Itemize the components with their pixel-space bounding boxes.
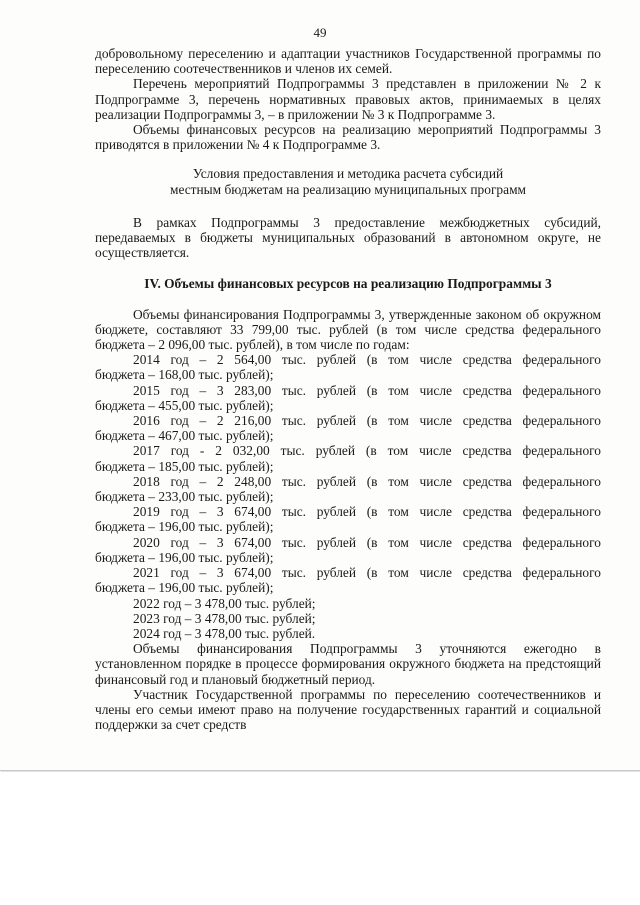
year-entry-line-2: бюджета – 196,00 тыс. рублей);	[95, 549, 274, 565]
subheading-line-1: Условия предоставления и методика расчета субсидий	[192, 166, 504, 182]
year-entry-line-1: 2018 год – 2 248,00 тыс. рублей (в том числе средства федерального	[133, 473, 601, 489]
year-entry-line-1: 2015 год – 3 283,00 тыс. рублей (в том числе средства федерального	[133, 382, 601, 398]
year-entry-line-2: бюджета – 168,00 тыс. рублей);	[95, 367, 274, 383]
paragraph-financing-adjustment: Объемы финансирования Подпрограммы 3 уточняются ежегодно в установленном порядке в процессе формирования окружного бюджета на предстоящий финансовый год и плановый бюджетный период.	[95, 641, 601, 687]
subheading-line-2: местным бюджетам на реализацию муниципальных программ	[169, 181, 527, 197]
year-entry-line-2: бюджета – 196,00 тыс. рублей);	[95, 519, 274, 535]
page-content	[95, 46, 601, 732]
year-entry	[95, 474, 601, 504]
year-entry-line-2: бюджета – 455,00 тыс. рублей);	[95, 397, 274, 413]
year-entry-line-1: 2017 год - 2 032,00 тыс. рублей (в том числе средства федерального	[133, 443, 601, 459]
year-entry	[95, 383, 601, 413]
year-entry	[95, 413, 601, 443]
year-entry-line-1: 2020 год – 3 674,00 тыс. рублей (в том числе средства федерального	[133, 534, 601, 550]
page-number: 49	[313, 25, 327, 40]
paragraph-financial-resources: Объемы финансовых ресурсов на реализацию мероприятий Подпрограммы 3 приводятся в приложении № 4 к Подпрограмме 3.	[95, 122, 601, 153]
paragraph-financing-total: Объемы финансирования Подпрограммы 3, утвержденные законом об окружном бюджете, составляют 33 799,00 тыс. рублей (в том числе средства федерального бюджета – 2 096,00 тыс. рублей), в том числе по годам:	[95, 306, 601, 353]
year-entry-line-1: 2014 год – 2 564,00 тыс. рублей (в том числе средства федерального	[133, 352, 601, 368]
year-entry-line-2: бюджета – 467,00 тыс. рублей);	[95, 428, 274, 444]
year-entry	[95, 535, 601, 565]
year-entry	[95, 504, 601, 534]
year-entry-line-1: 2021 год – 3 674,00 тыс. рублей (в том числе средства федерального	[133, 565, 601, 581]
years-financing-list	[95, 352, 601, 641]
year-entry-line-2: бюджета – 233,00 тыс. рублей);	[95, 489, 274, 505]
year-entry-simple: 2023 год – 3 478,00 тыс. рублей;	[133, 610, 316, 626]
year-entry-simple: 2024 год – 3 478,00 тыс. рублей.	[133, 625, 316, 641]
year-entry-line-2: бюджета – 196,00 тыс. рублей);	[95, 580, 274, 596]
paragraph-continuation: добровольному переселению и адаптации участников Государственной программы по переселению соотечественников и членов их семей.	[95, 46, 601, 77]
paragraph-subsidies: В рамках Подпрограммы 3 предоставление межбюджетных субсидий, передаваемых в бюджеты муниципальных образований в автономном округе, не осуществляется.	[95, 214, 601, 261]
year-entry-line-1: 2019 год – 3 674,00 тыс. рублей (в том числе средства федерального	[133, 504, 601, 520]
year-entry	[95, 352, 601, 382]
year-entry-line-2: бюджета – 185,00 тыс. рублей);	[95, 458, 274, 474]
year-entry	[95, 443, 601, 473]
section-heading: IV. Объемы финансовых ресурсов на реализацию Подпрограммы 3	[144, 276, 552, 292]
paragraph-participant-rights: Участник Государственной программы по переселению соотечественников и члены его семьи имеют право на получение государственных гарантий и социальной поддержки за счет средств	[95, 686, 601, 733]
year-entry	[95, 565, 601, 595]
year-entry-simple: 2022 год – 3 478,00 тыс. рублей;	[133, 595, 316, 611]
paragraph-events-list: Перечень мероприятий Подпрограммы 3 представлен в приложении № 2 к Подпрограмме 3, перечень нормативных правовых актов, принимаемых в целях реализации Подпрограммы 3, – в приложении № 3 к Подпрограмме 3.	[95, 76, 601, 122]
year-entry-line-1: 2016 год – 2 216,00 тыс. рублей (в том числе средства федерального	[133, 413, 601, 429]
